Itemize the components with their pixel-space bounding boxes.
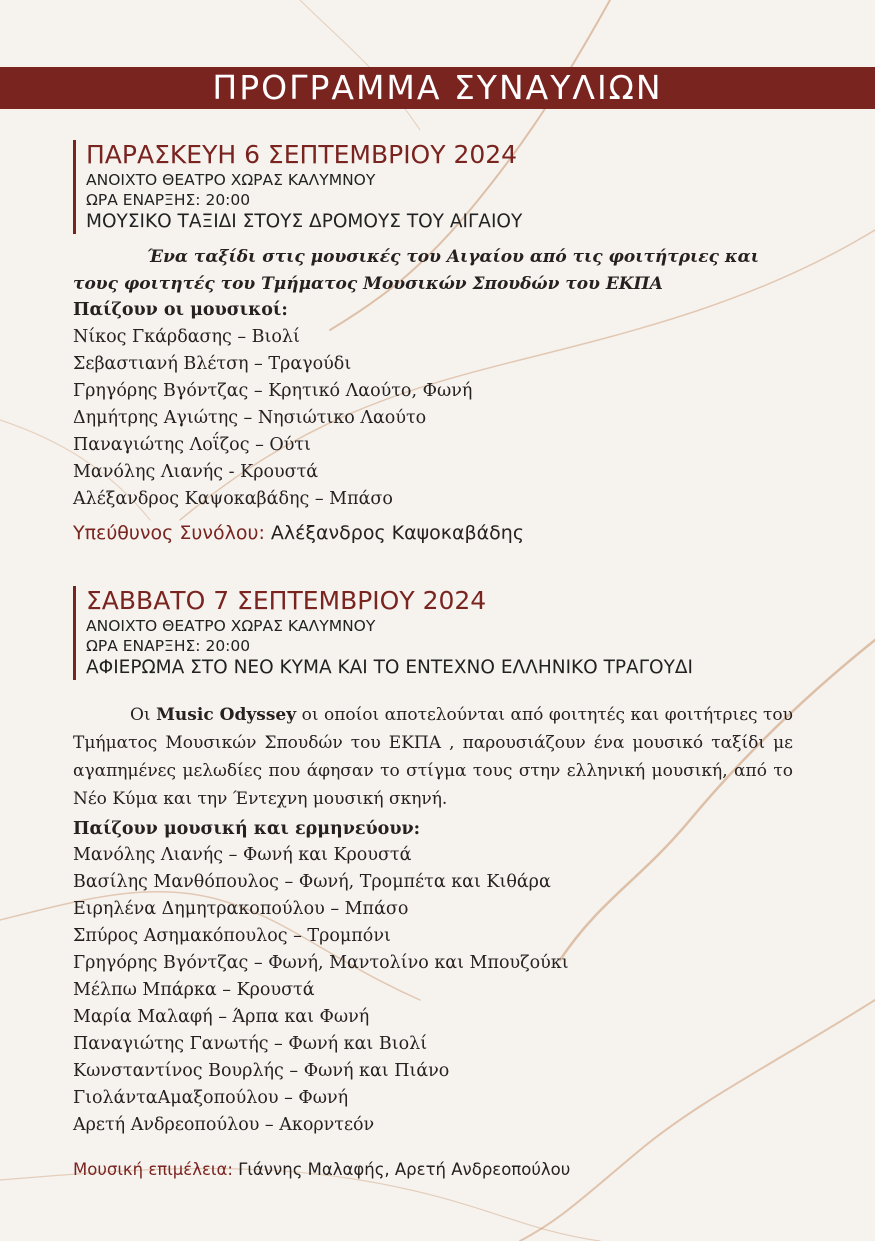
- concert1-description-line1: Ένα ταξίδι στις μουσικές του Αιγαίου από τις φοιτήτριες και: [147, 247, 759, 267]
- list-item: ΓιολάνταΑμαξοπούλου – Φωνή: [73, 1088, 349, 1108]
- responsible-name: Αλέξανδρος Καψοκαβάδης: [270, 522, 524, 544]
- list-item: Μαρία Μαλαφή – Άρπα και Φωνή: [73, 1007, 370, 1027]
- list-item: Αρετή Ανδρεοπούλου – Ακορντεόν: [73, 1115, 375, 1135]
- program-banner: ΠΡΟΓΡΑΜΜΑ ΣΥΝΑΥΛΙΩΝ: [0, 67, 875, 109]
- para-rest: οι οποίοι αποτελούνται από φοιτητές και φοιτήτριες του Τμήματος Μουσικών Σπουδών του ΕΚΠΑ , παρουσιάζουν ένα μουσικό ταξίδι με αγαπημένες μελωδίες που άφησαν το στίγμα τους στην ελληνική μουσική, από το Νέο Κύμα και την Έντεχνη μουσική σκηνή.: [73, 705, 794, 809]
- list-item: Μανόλης Λιανής - Κρουστά: [73, 462, 319, 482]
- credits-names: Γιάννης Μαλαφής, Αρετή Ανδρεοπούλου: [238, 1160, 571, 1179]
- list-item: Νίκος Γκάρδασης – Βιολί: [73, 327, 300, 347]
- list-item: Βασίλης Μανθόπουλος – Φωνή, Τρομπέτα και Κιθάρα: [73, 872, 551, 892]
- concert2-venue: ΑΝΟΙΧΤΟ ΘΕΑΤΡΟ ΧΩΡΑΣ ΚΑΛΥΜΝΟΥ: [86, 617, 376, 635]
- concert1-header: [73, 140, 522, 234]
- list-item: Μέλπω Μπάρκα – Κρουστά: [73, 980, 315, 1000]
- list-item: Κωνσταντίνος Βουρλής – Φωνή και Πιάνο: [73, 1061, 450, 1081]
- concert2-time: ΩΡΑ ΕΝΑΡΞΗΣ: 20:00: [86, 637, 251, 655]
- concert1-musicians-heading: Παίζουν οι μουσικοί:: [73, 300, 288, 320]
- concert2-musicians-heading: Παίζουν μουσική και ερμηνεύουν:: [73, 819, 421, 839]
- concert1-description-line2: τους φοιτητές του Τμήματος Μουσικών Σπουδών του ΕΚΠΑ: [73, 274, 663, 294]
- list-item: Σεβαστιανή Βλέτση – Τραγούδι: [73, 354, 352, 374]
- concert1-time: ΩΡΑ ΕΝΑΡΞΗΣ: 20:00: [86, 191, 251, 209]
- concert1-venue: ΑΝΟΙΧΤΟ ΘΕΑΤΡΟ ΧΩΡΑΣ ΚΑΛΥΜΝΟΥ: [86, 171, 376, 189]
- concert1-subtitle: ΜΟΥΣΙΚΟ ΤΑΞΙΔΙ ΣΤΟΥΣ ΔΡΟΜΟΥΣ ΤΟΥ ΑΙΓΑΙΟΥ: [86, 211, 523, 232]
- concert2-credits: [73, 1160, 570, 1179]
- list-item: Παναγιώτης Λοΐζος – Ούτι: [73, 435, 311, 455]
- concert1-musicians-list: [73, 324, 472, 513]
- band-name: Music Odyssey: [156, 705, 297, 725]
- credits-label: Μουσική επιμέλεια:: [73, 1160, 233, 1179]
- list-item: Γρηγόρης Βγόντζας – Φωνή, Μαντολίνο και Μπουζούκι: [73, 953, 569, 973]
- list-item: Παναγιώτης Γανωτής – Φωνή και Βιολί: [73, 1034, 428, 1054]
- list-item: Γρηγόρης Βγόντζας – Κρητικό Λαούτο, Φωνή: [73, 381, 473, 401]
- concert2-header: [73, 586, 693, 680]
- concert2-description: [73, 701, 793, 813]
- concert1-date: ΠΑΡΑΣΚΕΥΗ 6 ΣΕΠΤΕΜΒΡΙΟΥ 2024: [86, 140, 518, 169]
- concert2-date: ΣΑΒΒΑΤΟ 7 ΣΕΠΤΕΜΒΡΙΟΥ 2024: [86, 586, 487, 615]
- list-item: Μανόλης Λιανής – Φωνή και Κρουστά: [73, 845, 412, 865]
- para-prefix: Οι: [130, 705, 157, 725]
- list-item: Σπύρος Ασημακόπουλος – Τρομπόνι: [73, 926, 391, 946]
- responsible-label: Υπεύθυνος Συνόλου:: [73, 522, 265, 544]
- concert2-musicians-list: [73, 842, 569, 1139]
- list-item: Ειρηλένα Δημητρακοπούλου – Μπάσο: [73, 899, 409, 919]
- concert1-responsible: [73, 522, 524, 544]
- list-item: Δημήτρης Αγιώτης – Νησιώτικο Λαούτο: [73, 408, 427, 428]
- list-item: Αλέξανδρος Καψοκαβάδης – Μπάσο: [73, 489, 393, 509]
- concert2-subtitle: ΑΦΙΕΡΩΜΑ ΣΤΟ ΝΕΟ ΚΥΜΑ ΚΑΙ ΤΟ ΕΝΤΕΧΝΟ ΕΛΛΗΝΙΚΟ ΤΡΑΓΟΥΔΙ: [86, 657, 693, 678]
